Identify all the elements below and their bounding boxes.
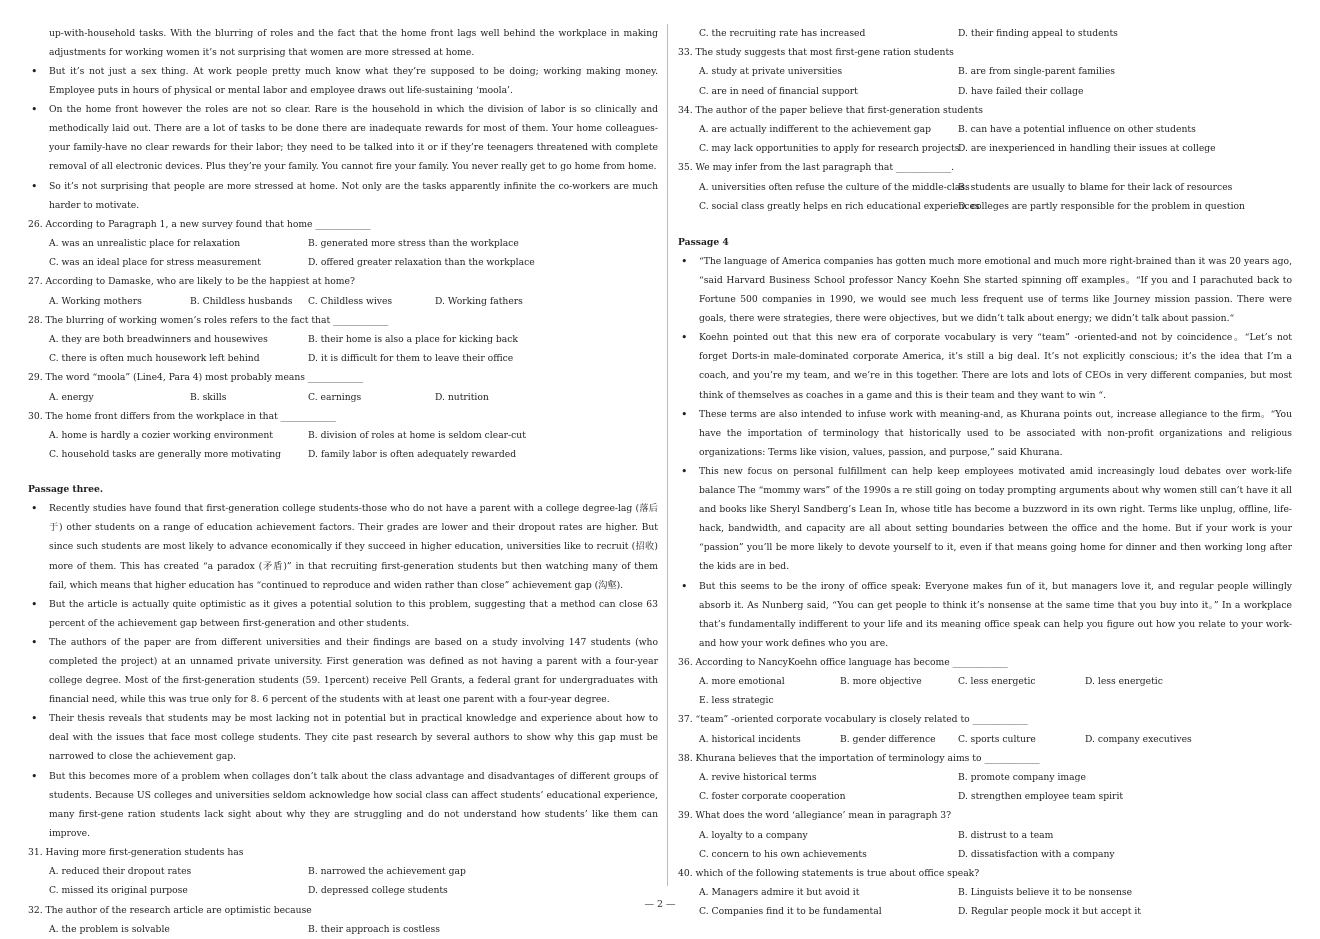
question-32: 32. The author of the research article are optimistic because	[28, 904, 312, 916]
option-c: C. was an ideal place for stress measurement	[49, 257, 261, 269]
option-c: C. foster corporate cooperation	[699, 791, 846, 803]
option-b: B. are from single-parent families	[958, 66, 1115, 78]
option-d: D. it is difficult for them to leave their office	[308, 353, 514, 365]
option-b: B. skills	[190, 391, 227, 403]
option-a: A. historical incidents	[699, 733, 801, 745]
options-row	[28, 920, 658, 939]
question-31: 31. Having more first-generation students has	[28, 846, 244, 858]
options-row	[28, 881, 658, 900]
paragraph-bullet: • But this becomes more of a problem when collages don’t talk about the class advantage and disadvantages of different groups of students. Because US colleges and universities seldom acknowledge how social class can affect students’ educational experience, many first-gene ration students lack sight about why they are struggling and do not understand how students’ like them can improve.	[28, 767, 658, 843]
option-c: C. missed its original purpose	[49, 885, 188, 897]
options-row	[28, 349, 658, 368]
option-c: C. earnings	[308, 391, 362, 403]
options-row	[678, 730, 1292, 749]
option-b: B. narrowed the achievement gap	[308, 866, 466, 878]
question-30: 30. The home front differs from the workplace in that ____________	[28, 410, 336, 422]
paragraph-bullet: • But this seems to be the irony of office speak: Everyone makes fun of it, but managers love it, and regular people willingly absorb it. As Nunberg said, “You can get people to think it’s nonsense at the same time that you buy into it。” In a workplace that’s fundamentally indifferent to your life and its meaning office speak can help you figure out how you relate to your work-and how your work defines who you are.	[678, 577, 1292, 653]
option-d: D. Working fathers	[435, 295, 523, 307]
option-d: D. offered greater relaxation than the workplace	[308, 257, 535, 269]
option-c: C. may lack opportunities to apply for research projects	[699, 143, 960, 155]
option-a: A. are actually indifferent to the achievement gap	[699, 123, 931, 135]
option-d: D. are inexperienced in handling their issues at college	[958, 143, 1216, 155]
options-row	[678, 24, 1292, 43]
option-b: B. students are usually to blame for their lack of resources	[958, 181, 1233, 193]
paragraph-bullet: • On the home front however the roles are not so clear. Rare is the household in which the division of labor is so clinically and methodically laid out. There are a lot of tasks to be done there are inadequate rewards for most of them. Your home colleagues-your family-have no clear rewards for their labor; they need to be talked into it or if they’re teenagers threatened with complete removal of all electronic devices. Plus they’re your family. You cannot fire your family. You never really get to go home from home.	[28, 100, 658, 176]
option-a: A. more emotional	[699, 676, 785, 688]
question-39: 39. What does the word ‘allegiance’ mean in paragraph 3?	[678, 810, 952, 822]
question-27: 27. According to Damaske, who are likely to be the happiest at home?	[28, 276, 355, 288]
options-row	[678, 768, 1292, 787]
options-row	[28, 388, 658, 407]
text-line: up-with-household tasks. With the blurring of roles and the fact that the home front lags well behind the workplace in making adjustments for	[49, 28, 658, 58]
options-row	[28, 330, 658, 349]
option-d: D. colleges are partly responsible for the problem in question	[958, 200, 1245, 212]
right-column	[678, 24, 1292, 922]
option-b: B. Linguists believe it to be nonsense	[958, 887, 1133, 899]
paragraph-bullet: • This new focus on personal fulfillment can help keep employees motivated amid increasingly loud debates over work-life balance The “mommy wars” of the 1990s a re still going on today prompting arguments about why women still can’t have it all and books like Sheryl Sandberg’s Lean In, whose title has become a buzzword in its own right. Terms like unplug, offline, life-hack, bandwidth, and capacity are all about setting boundaries between the office and the home. But if your work is your “passion” you’ll be more likely to devote yourself to it, even if that means going home for dinner and then working long after the kids are in bed.	[678, 462, 1292, 577]
passage-four-title: Passage 4	[678, 236, 729, 248]
question-26: 26. According to Paragraph 1, a new survey found that home ____________	[28, 218, 371, 230]
option-d: D. strengthen employee team spirit	[958, 791, 1124, 803]
question-38: 38. Khurana believes that the importation of terminology aims to ____________	[678, 752, 1040, 764]
option-a: A. reduced their dropout rates	[49, 866, 192, 878]
option-b: B. can have a potential influence on other students	[958, 123, 1196, 135]
options-row	[678, 845, 1292, 864]
text-line: working women it’s not surprising that women are more stressed at home.	[125, 47, 475, 58]
paragraph-bullet: • “The language of America companies has gotten much more emotional and much more right-brained than it was 20 years ago, “said Harvard Business School professor Nancy Koehn She started spinning off examples。“If you and I parachuted back to Fortune 500 companies in 1990, we would see much less frequent use of terms like Journey mission passion. There were goals, there were strategies, there were objectives, but we didn’t talk about energy; we didn’t talk about passion.“	[678, 252, 1292, 328]
option-a: A. was an unrealistic place for relaxation	[49, 237, 241, 249]
paragraph-bullet: • Their thesis reveals that students may be most lacking not in potential but in practical knowledge and experience about how to deal with the issues that face most college students. They cite past research by several authors to show why this gap must be narrowed to close the achievement gap.	[28, 709, 658, 766]
option-c: C. are in need of financial support	[699, 85, 858, 97]
question-34: 34. The author of the paper believe that first-generation students	[678, 104, 984, 116]
option-a: A. the problem is solvable	[49, 923, 170, 935]
option-d: D. family labor is often adequately rewarded	[308, 449, 517, 461]
options-row	[678, 120, 1292, 139]
option-c: C. Childless wives	[308, 295, 393, 307]
options-row	[678, 139, 1292, 158]
options-row	[28, 445, 658, 464]
paragraph-bullet: • But the article is actually quite optimistic as it gives a potential solution to this problem, suggesting that a method can close 63 percent of the achievement gap between first-generation and other students.	[28, 595, 658, 633]
question-36: 36. According to NancyKoehn office language has become ____________	[678, 656, 1008, 668]
option-c: C. concern to his own achievements	[699, 848, 867, 860]
option-c: C. there is often much housework left behind	[49, 353, 260, 365]
option-b: B. their approach is costless	[308, 923, 440, 935]
option-d: D. Regular people mock it but accept it	[958, 906, 1141, 918]
option-a: A. revive historical terms	[699, 772, 817, 784]
question-33: 33. The study suggests that most first-gene ration students	[678, 47, 954, 59]
option-c: C. social class greatly helps en rich educational experiences	[699, 200, 980, 212]
page-number: — 2 —	[644, 899, 676, 910]
option-c: C. sports culture	[958, 733, 1036, 745]
options-row	[678, 826, 1292, 845]
options-row	[28, 862, 658, 881]
option-c: C. the recruiting rate has increased	[699, 28, 866, 39]
option-c: C. less energetic	[958, 676, 1036, 688]
passage-three-title: Passage three.	[28, 484, 104, 496]
option-a: A. loyalty to a company	[699, 829, 808, 841]
paragraph-bullet: • Recently studies have found that first-generation college students-those who do not have a parent with a college degree-lag (落后于) other students on a range of education achievement factors. Their grades are lower and their dropout rates are higher. But since such students are most likely to advance economically if they succeed in higher education, universities like to recruit (招收) more of them. This has created “a paradox (矛盾)” in that recruiting first-generation students but then watching many of them fail, which means that higher education has “continued to reproduce and widen rather than close” achievement gap (沟壑).	[28, 499, 658, 594]
option-b: B. distrust to a team	[958, 829, 1054, 841]
option-a: A. energy	[49, 391, 94, 403]
options-row	[28, 292, 658, 311]
paragraph-bullet: • These terms are also intended to infuse work with meaning-and, as Khurana points out, increase allegiance to the firm。“You have the importation of terminology that historically used to be associated with non-profit organizations and religious organizations: Terms like vision, values, passion, and purpose,” said Khurana.	[678, 405, 1292, 462]
option-b: B. promote company image	[958, 772, 1086, 784]
option-a: A. Working mothers	[49, 295, 142, 307]
option-d: D. have failed their collage	[958, 85, 1084, 97]
question-29: 29. The word “moola” (Line4, Para 4) most probably means ____________	[28, 372, 364, 384]
option-d: D. dissatisfaction with a company	[958, 848, 1115, 860]
option-c: C. Companies find it to be fundamental	[699, 906, 882, 918]
option-d: D. company executives	[1085, 733, 1192, 745]
option-b: B. their home is also a place for kicking back	[308, 333, 518, 345]
option-d: D. depressed college students	[308, 885, 448, 897]
paragraph-bullet: • Koehn pointed out that this new era of corporate vocabulary is very “team” -oriented-and not by coincidence。“Let’s not forget Dorts-in male-dominated corporate America, it’s still a big deal. It’s not explicitly conscious; it’s the idea that I’m a coach, and you’re my team, and we’re in this together. There are lots and lots of CEOs in very different companies, but most think of themselves as coaches in a game and this is their team and they want to win “.	[678, 328, 1292, 404]
option-b: B. more objective	[840, 676, 922, 688]
option-c: C. household tasks are generally more motivating	[49, 449, 282, 461]
left-column	[28, 24, 658, 939]
options-row	[678, 691, 1292, 710]
options-row	[678, 82, 1292, 101]
options-row	[28, 253, 658, 272]
option-e: E. less strategic	[699, 695, 774, 707]
option-b: B. Childless husbands	[190, 295, 293, 307]
option-d: D. their finding appeal to students	[958, 28, 1118, 39]
option-a: A. they are both breadwinners and housewives	[49, 333, 268, 345]
option-a: A. study at private universities	[699, 66, 843, 78]
question-40: 40. which of the following statements is true about office speak?	[678, 868, 980, 880]
option-b: B. gender difference	[840, 733, 936, 745]
options-row	[28, 234, 658, 253]
paragraph-continuation	[28, 24, 658, 62]
option-d: D. nutrition	[435, 391, 489, 403]
column-divider	[667, 24, 668, 886]
question-28: 28. The blurring of working women’s roles refers to the fact that ____________	[28, 314, 389, 326]
options-row	[28, 426, 658, 445]
option-a: A. home is hardly a cozier working environment	[49, 429, 273, 441]
options-row	[678, 62, 1292, 81]
options-row	[678, 197, 1292, 216]
option-a: A. universities often refuse the culture of the middle-class	[699, 181, 970, 193]
option-d: D. less energetic	[1085, 676, 1163, 688]
paragraph-bullet: • But it’s not just a sex thing. At work people pretty much know what they’re supposed to be doing; working making money. Employee puts in hours of physical or mental labor and employee draws out life-sustaining ‘moola’.	[28, 62, 658, 100]
paragraph-bullet: • The authors of the paper are from different universities and their findings are based on a study involving 147 students (who completed the project) at an unnamed private university. First generation was defined as not having a parent with a four-year college degree. Most of the first-generation students (59. 1percent) receive Pell Grants, a federal grant for undergraduates with financial need, while this was true only for 8. 6 percent of the students with at least one parent with a four-year degree.	[28, 633, 658, 709]
options-row	[678, 178, 1292, 197]
option-a: A. Managers admire it but avoid it	[699, 887, 860, 899]
options-row	[678, 787, 1292, 806]
options-row	[678, 672, 1292, 691]
question-35: 35. We may infer from the last paragraph that ____________.	[678, 162, 954, 174]
option-b: B. division of roles at home is seldom clear-cut	[308, 429, 526, 441]
paragraph-bullet: • So it’s not surprising that people are more stressed at home. Not only are the tasks apparently infinite the co-workers are much harder to motivate.	[28, 177, 658, 215]
question-37: 37. “team” -oriented corporate vocabulary is closely related to ____________	[678, 714, 1028, 726]
option-b: B. generated more stress than the workplace	[308, 237, 519, 249]
